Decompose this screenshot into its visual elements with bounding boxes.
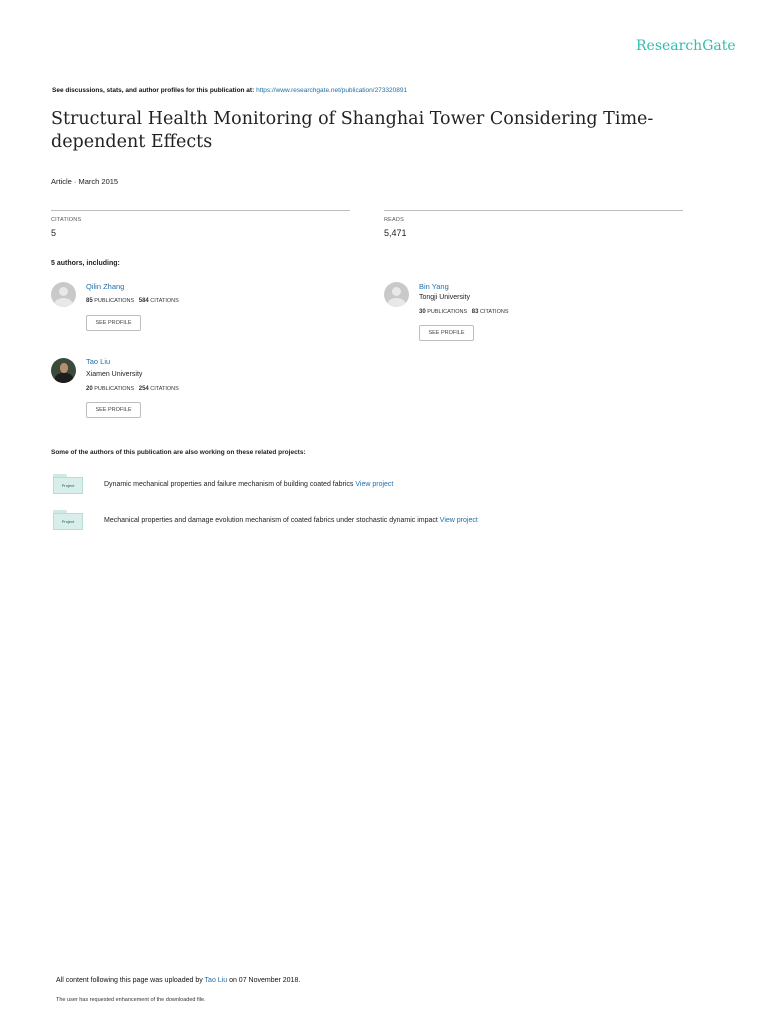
enhancement-note: The user has requested enhancement of the downloaded file.	[56, 997, 206, 1003]
researchgate-logo[interactable]: ResearchGate	[636, 38, 736, 54]
project-item	[104, 517, 478, 524]
reads-label: READS	[384, 217, 404, 223]
upload-notice: All content following this page was uploaded by Tao Liu on 07 November 2018.	[56, 977, 301, 984]
paper-meta: Article · March 2015	[51, 177, 119, 186]
reads-value: 5,471	[384, 228, 407, 238]
citations-divider	[51, 210, 350, 211]
citations-value: 5	[51, 228, 57, 238]
authors-heading: 5 authors, including:	[51, 260, 120, 267]
uploader-link[interactable]: Tao Liu	[204, 977, 228, 984]
see-profile-button[interactable]: SEE PROFILE	[86, 315, 141, 331]
view-project-link[interactable]: View project	[355, 481, 394, 488]
project-folder-icon: Project	[53, 474, 83, 494]
author-stats: 85 PUBLICATIONS 584 CITATIONS	[86, 298, 179, 304]
citations-label: CITATIONS	[51, 217, 82, 223]
author-name-link[interactable]: Tao Liu	[86, 357, 111, 366]
see-profile-button[interactable]: SEE PROFILE	[86, 402, 141, 418]
project-folder-icon: Project	[53, 510, 83, 530]
author-photo[interactable]	[51, 358, 76, 383]
author-avatar-default[interactable]	[51, 282, 76, 307]
reads-divider	[384, 210, 683, 211]
project-title: Mechanical properties and damage evolution mechanism of coated fabrics under stochastic dynamic impact	[104, 517, 438, 524]
author-avatar-default[interactable]	[384, 282, 409, 307]
projects-heading: Some of the authors of this publication are also working on these related projects:	[51, 449, 306, 456]
project-item	[104, 481, 393, 488]
discussion-line	[52, 87, 407, 94]
author-affiliation: Xiamen University	[86, 371, 143, 378]
view-project-link[interactable]: View project	[439, 517, 478, 524]
author-stats: 30 PUBLICATIONS 83 CITATIONS	[419, 309, 509, 315]
author-name-link[interactable]: Qilin Zhang	[86, 282, 125, 291]
paper-title: Structural Health Monitoring of Shanghai Tower Considering Time-dependent Effects	[51, 109, 654, 152]
project-title: Dynamic mechanical properties and failure mechanism of building coated fabrics	[104, 481, 354, 488]
publication-url-link[interactable]: https://www.researchgate.net/publication/273320891	[256, 87, 408, 94]
author-affiliation: Tongji University	[419, 294, 470, 301]
author-stats: 20 PUBLICATIONS 254 CITATIONS	[86, 386, 179, 392]
discussion-prefix: See discussions, stats, and author profiles for this publication at:	[52, 87, 255, 94]
author-name-link[interactable]: Bin Yang	[419, 282, 449, 291]
see-profile-button[interactable]: SEE PROFILE	[419, 325, 474, 341]
